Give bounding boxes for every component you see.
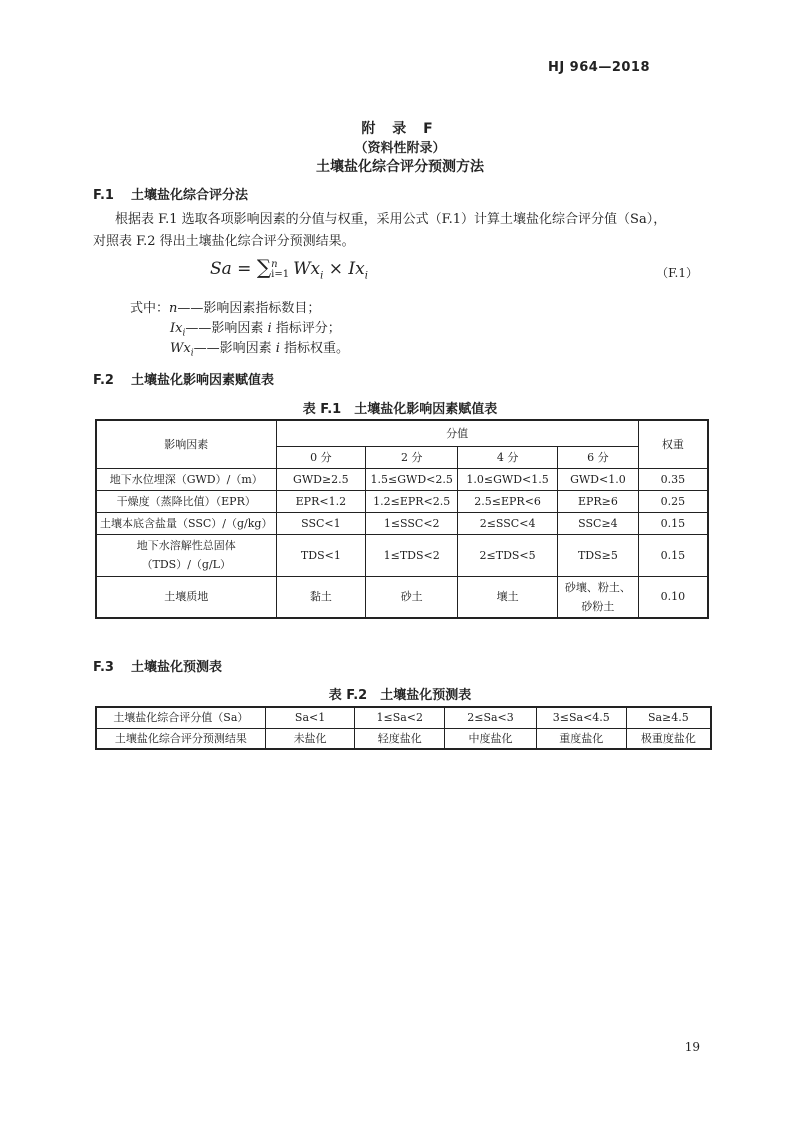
appendix-heading: 土壤盐化综合评分预测方法 [316,159,484,175]
table-cell: 重度盐化 [536,728,626,749]
table-row [96,728,711,749]
formula-times: × [323,259,349,279]
row-weight: 0.15 [638,512,708,534]
table-row [96,490,708,512]
table-cell: SSC≥4 [558,512,639,534]
cell-line-1: 砂壤、粉土、 [564,580,631,594]
row-factor-line-1: 地下水溶解性总固体 [136,539,236,552]
where-line-3 [170,339,349,364]
row-factor: 土壤质地 [96,576,276,618]
where-symbol: Wx [170,341,191,356]
where-symbol: n [169,301,178,316]
table-cell: EPR≥6 [558,490,639,512]
table-header-row [96,420,708,446]
table-cell: GWD≥2.5 [276,468,366,490]
page-number: 19 [684,1040,700,1054]
where-line-1 [130,299,320,318]
where-desc: ——影响因素指标数目； [177,301,321,316]
table1-caption: 表 F.1 土壤盐化影响因素赋值表 [302,402,498,417]
row-weight: 0.35 [638,468,708,490]
formula-ix: Ix [348,259,365,279]
score-col-2: 2 分 [366,446,458,468]
table-cell: 壤土 [458,576,558,618]
sum-upper: n [271,258,278,270]
table-cell: 砂土 [366,576,458,618]
table-cell: Sa<1 [265,707,355,728]
section-number: F.3 [93,660,114,675]
paragraph-line-1: 根据表 F.1 选取各项影响因素的分值与权重，采用公式（F.1）计算土壤盐化综合评分值（Sa）， [115,212,667,227]
sum-symbol: ∑ [256,255,272,279]
table-cell: 未盐化 [265,728,355,749]
table2-caption: 表 F.2 土壤盐化预测表 [328,688,472,703]
table-row [96,512,708,534]
table-cell: 轻度盐化 [355,728,445,749]
section-number: F.1 [93,188,114,203]
table-cell: TDS<1 [276,534,366,576]
formula-number: （F.1） [656,266,698,280]
factor-score-table [95,419,709,619]
table-cell: 1.5≤GWD<2.5 [366,468,458,490]
where-desc: ——影响因素 [185,321,268,336]
formula-w-sub: i [320,270,324,282]
where-sub: i [190,348,194,359]
section-f2-heading [93,369,274,388]
table-row [96,534,708,576]
where-desc: ——影响因素 [193,341,276,356]
paragraph-line-2: 对照表 F.2 得出土壤盐化综合评分预测结果。 [93,234,355,249]
table-cell: SSC<1 [276,512,366,534]
section-title: 土壤盐化预测表 [131,660,223,675]
prediction-table [95,706,712,750]
header-weight: 权重 [638,420,708,468]
section-title: 土壤盐化影响因素赋值表 [131,373,275,388]
table-cell: 1.0≤GWD<1.5 [458,468,558,490]
where-italic: i [267,321,272,336]
row-weight: 0.10 [638,576,708,618]
row-factor [96,534,276,576]
table-cell: 1.2≤EPR<2.5 [366,490,458,512]
cell-line-2: 砂粉土 [581,599,615,613]
table-cell: 1≤TDS<2 [366,534,458,576]
table-cell: 黏土 [276,576,366,618]
where-tail: 指标评分； [271,321,341,336]
header-factor: 影响因素 [96,420,276,468]
table-cell: 2.5≤EPR<6 [458,490,558,512]
table-cell: 1≤SSC<2 [366,512,458,534]
where-sub: i [182,328,186,339]
score-col-4: 4 分 [458,446,558,468]
table-row [96,468,708,490]
table-cell [558,576,639,618]
section-f3-heading [93,656,222,675]
table-cell: 中度盐化 [445,728,537,749]
where-tail: 指标权重。 [279,341,350,356]
formula-f1 [210,255,368,281]
table-cell: 2≤Sa<3 [445,707,537,728]
table-cell: EPR<1.2 [276,490,366,512]
document-code: HJ 964—2018 [547,60,650,75]
where-prefix: 式中： [130,301,170,316]
formula-equals: = [231,259,257,279]
row-weight: 0.15 [638,534,708,576]
section-number: F.2 [93,373,114,388]
table-row [96,576,708,618]
section-f1-heading [93,184,248,203]
appendix-title: 附 录 F [361,121,439,137]
table-cell: 极重度盐化 [626,728,711,749]
sum-lower: i=1 [271,268,290,280]
formula-w: Wx [293,259,321,279]
score-col-0: 0 分 [276,446,366,468]
row-factor: 干燥度（蒸降比值）（EPR） [96,490,276,512]
table-cell: Sa≥4.5 [626,707,711,728]
where-symbol: Ix [170,321,183,336]
where-italic: i [275,341,280,356]
table-row [96,707,711,728]
row-label: 土壤盐化综合评分值（Sa） [96,707,265,728]
table-cell: GWD<1.0 [558,468,639,490]
row-weight: 0.25 [638,490,708,512]
score-col-6: 6 分 [558,446,639,468]
section-title: 土壤盐化综合评分法 [131,188,249,203]
formula-lhs: Sa [210,259,232,279]
table-cell: 3≤Sa<4.5 [536,707,626,728]
row-factor: 土壤本底含盐量（SSC）/（g/kg） [96,512,276,534]
formula-ix-sub: i [364,270,368,282]
table-cell: TDS≥5 [558,534,639,576]
table-cell: 1≤Sa<2 [355,707,445,728]
table-cell: 2≤TDS<5 [458,534,558,576]
table-cell: 2≤SSC<4 [458,512,558,534]
row-label: 土壤盐化综合评分预测结果 [96,728,265,749]
header-score: 分值 [276,420,638,446]
row-factor: 地下水位埋深（GWD）/（m） [96,468,276,490]
appendix-subtitle: （资料性附录） [354,141,446,156]
row-factor-line-2: （TDS）/（g/L） [141,558,231,571]
